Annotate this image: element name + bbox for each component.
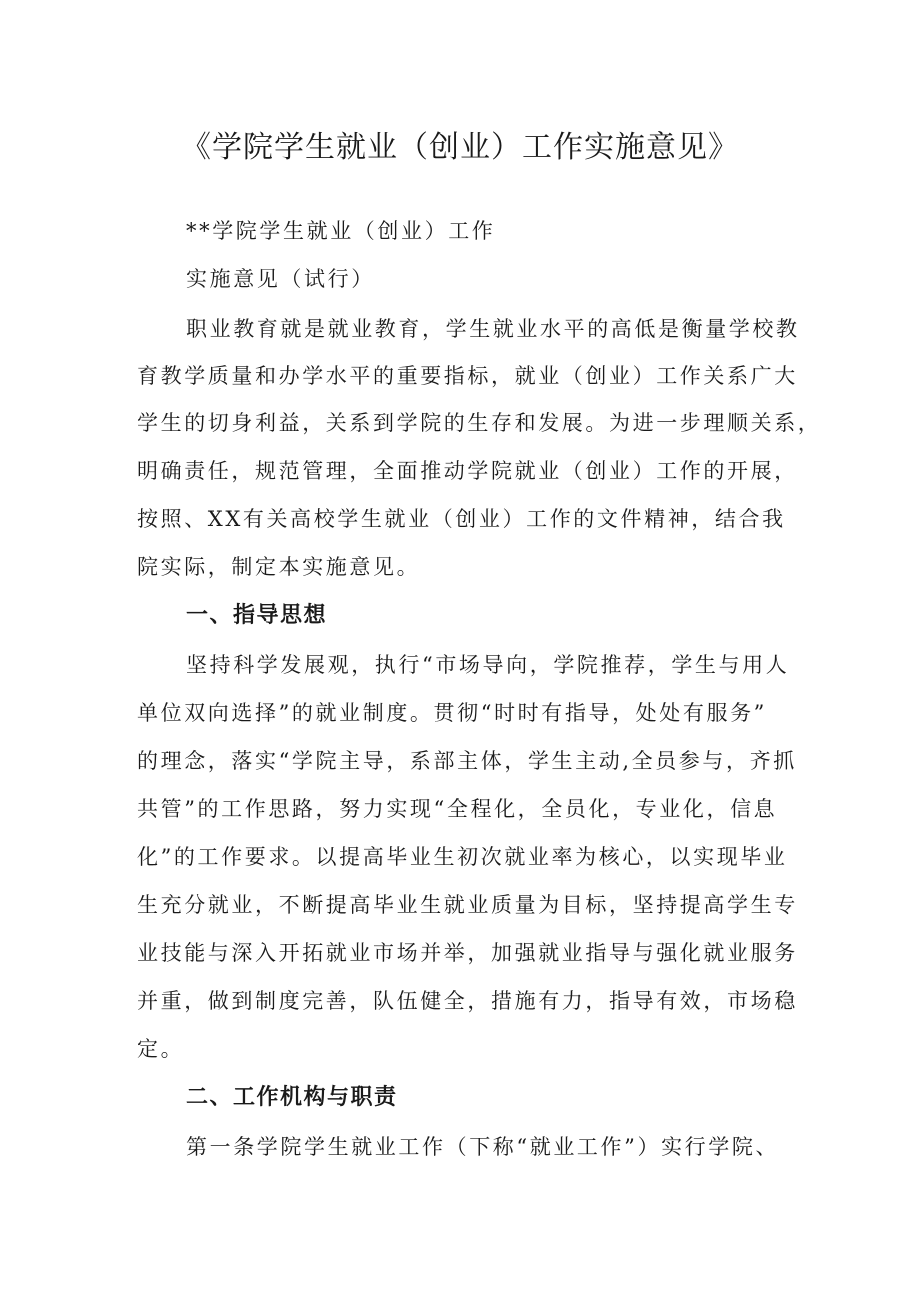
subtitle-line-1: **学院学生就业（创业）工作 xyxy=(186,219,496,243)
paragraph-line: 化”的工作要求。以提高毕业生初次就业率为核心，以实现毕业 xyxy=(137,845,788,869)
section-heading-guiding-ideology: 一、指导思想 xyxy=(186,603,328,628)
paragraph-line: 的理念，落实“学院主导，系部主体，学生主动,全员参与，齐抓 xyxy=(137,749,797,773)
paragraph-line: 坚持科学发展观，执行“市场导向，学院推荐，学生与用人 xyxy=(186,653,790,677)
subtitle-line-2: 实施意见（试行） xyxy=(186,267,375,291)
paragraph-line: 育教学质量和办学水平的重要指标，就业（创业）工作关系广大 xyxy=(137,364,798,388)
paragraph-line: 业技能与深入开拓就业市场并举，加强就业指导与强化就业服务 xyxy=(137,941,798,965)
paragraph-line: 共管”的工作思路，努力实现“全程化，全员化，专业化，信息 xyxy=(137,797,778,821)
paragraph-line: 单位双向选择”的就业制度。贯彻“时时有指导，处处有服务” xyxy=(137,701,768,725)
paragraph-line: 职业教育就是就业教育，学生就业水平的高低是衡量学校教 xyxy=(186,317,800,341)
paragraph-line: 明确责任，规范管理，全面推动学院就业（创业）工作的开展， xyxy=(137,459,798,483)
paragraph-line: 院实际，制定本实施意见。 xyxy=(137,555,421,579)
document-title: 《学院学生就业（创业）工作实施意见》 xyxy=(181,130,739,165)
paragraph-line: 按照、XX有关高校学生就业（创业）工作的文件精神，结合我 xyxy=(137,507,786,531)
paragraph-line: 第一条学院学生就业工作（下称“就业工作”）实行学院、 xyxy=(186,1135,780,1159)
paragraph-line: 定。 xyxy=(137,1037,185,1061)
paragraph-line: 学生的切身利益，关系到学院的生存和发展。为进一步理顺关系， xyxy=(137,411,822,435)
section-heading-organization: 二、工作机构与职责 xyxy=(186,1085,398,1110)
paragraph-line: 并重，做到制度完善，队伍健全，措施有力，指导有效，市场稳 xyxy=(137,989,798,1013)
paragraph-line: 生充分就业，不断提高毕业生就业质量为目标，坚持提高学生专 xyxy=(137,893,798,917)
